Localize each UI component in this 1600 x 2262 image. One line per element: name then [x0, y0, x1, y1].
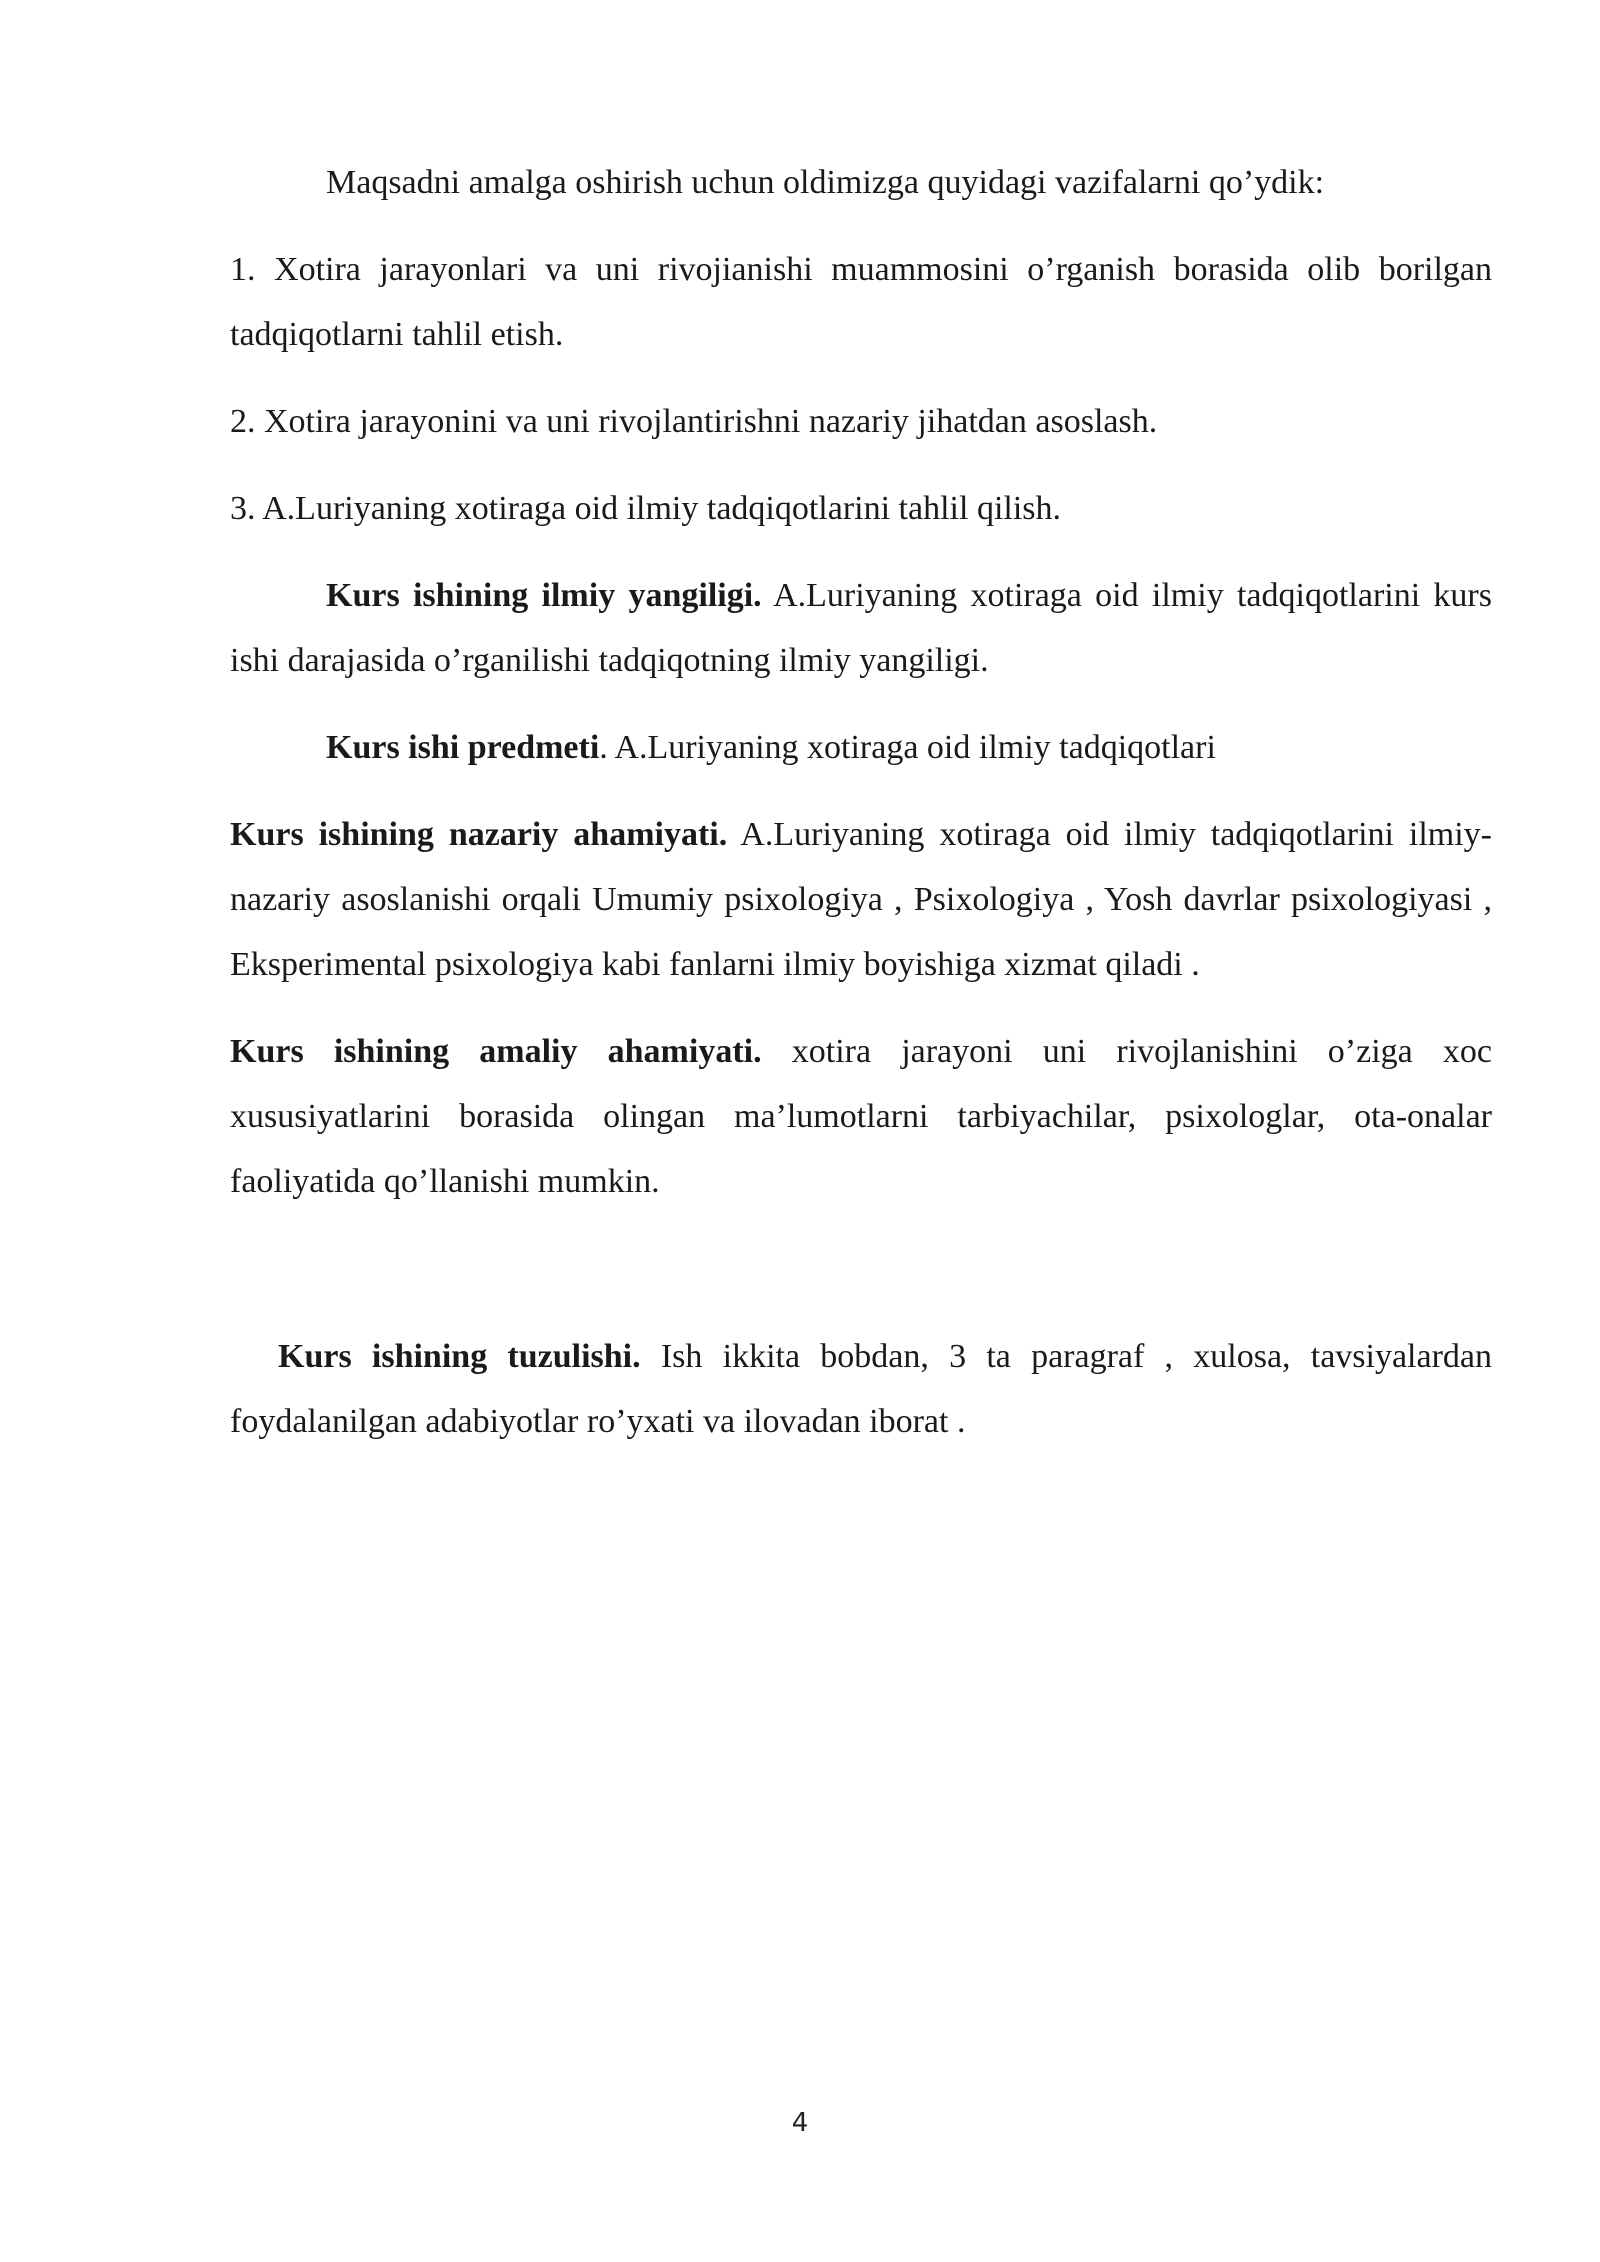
practical-heading: Kurs ishining amaliy ahamiyati. [230, 1033, 762, 1070]
novelty-heading: Kurs ishining ilmiy yangiligi. [326, 577, 762, 614]
task-item-3: 3. A.Luriyaning xotiraga oid ilmiy tadqiqotlarini tahlil qilish. [230, 490, 1062, 527]
page-body [230, 150, 1492, 1476]
novelty-paragraph [230, 563, 1492, 693]
structure-heading: Kurs ishining tuzulishi. [278, 1338, 641, 1375]
subject-text: . A.Luriyaning xotiraga oid ilmiy tadqiqotlari [599, 729, 1216, 766]
page-number: 4 [791, 2108, 809, 2138]
task-item-1: 1. Xotira jarayonlari va uni rivojianishi muammosini o’rganish borasida olib borilgan tadqiqotlarni tahlil etish. [230, 251, 1492, 353]
subject-heading: Kurs ishi predmeti [326, 729, 600, 766]
intro-paragraph: Maqsadni amalga oshirish uchun oldimizga quyidagi vazifalarni qo’ydik: [326, 164, 1325, 201]
task-item-2: 2. Xotira jarayonini va uni rivojlantirishni nazariy jihatdan asoslash. [230, 403, 1158, 440]
theoretical-paragraph [230, 802, 1492, 997]
structure-text: Ish ikkita bobdan, 3 ta paragraf , xulosa, tavsiyalardan foydalanilgan adabiyotlar ro’yxati va ilovadan iborat . [230, 1338, 1493, 1440]
practical-text: xotira jarayoni uni rivojlanishini o’ziga xoc xususiyatlarini borasida olingan ma’lumotlarni tarbiyachilar, psixologlar, ota-onalar faoliyatida qo’llanishi mumkin. [230, 1033, 1493, 1200]
theoretical-heading: Kurs ishining nazariy ahamiyati. [230, 816, 728, 853]
practical-paragraph [230, 1019, 1492, 1214]
subject-paragraph [230, 715, 1492, 780]
theoretical-text: A.Luriyaning xotiraga oid ilmiy tadqiqotlarini ilmiy-nazariy asoslanishi orqali Umumiy psixologiya , Psixologiya , Yosh davrlar psixologiyasi , Eksperimental psixologiya kabi fanlarni ilmiy boyishiga xizmat qiladi . [230, 816, 1492, 983]
novelty-text: A.Luriyaning xotiraga oid ilmiy tadqiqotlarini kurs ishi darajasida o’rganilishi tadqiqotning ilmiy yangiligi. [230, 577, 1492, 679]
structure-paragraph [230, 1324, 1492, 1454]
